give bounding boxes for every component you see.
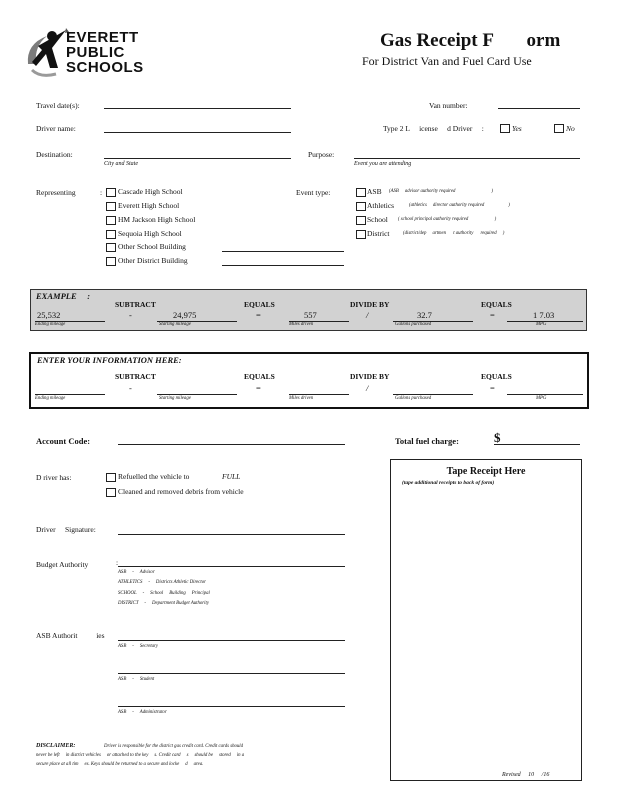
school-label-other-school: Other School Building [118,242,186,251]
example-equals2-label: EQUALS [481,300,512,309]
event-note-asb: (ASB advisor authority required ) [389,189,493,194]
logo-line-1: EVERETT [66,29,139,46]
event-type-label: Event type: [296,188,331,197]
example-starting-value: 24,975 [173,310,197,320]
enter-ending-label: Ending mileage [35,396,66,401]
school-checkbox-other-district[interactable] [106,257,116,266]
budget-authority-colon: : [116,558,119,567]
event-checkbox-district[interactable] [356,230,366,239]
event-note-athletics: (athletics director authority required ) [409,203,510,208]
school-checkbox-jackson[interactable] [106,216,116,225]
asb-note-administrator: ASB - Administrator [118,710,167,715]
account-code-field[interactable] [118,444,345,445]
example-minus: - [129,310,132,320]
budget-note-district: DISTRICT - Department Budget Authority [118,601,209,606]
cleaned-label: Cleaned and removed debris from vehicle [118,487,244,496]
tape-receipt-title: Tape Receipt Here [446,466,526,477]
asb-note-secretary: ASB - Secretary [118,644,159,649]
example-divide-label: DIVIDE BY [350,300,390,309]
disclaimer-line-2: never be left in district vehicles or attached to the key s. Credit card s should be stored in a [36,753,245,758]
travel-dates-field[interactable] [104,108,291,109]
enter-slash: / [366,383,369,393]
driver-name-field[interactable] [104,132,291,133]
example-ending-label: Ending mileage [35,322,66,327]
no-label: No [566,124,575,133]
example-gallons-value: 32.7 [417,310,432,320]
dollar-sign: $ [494,430,501,445]
enter-gallons-label: Gallons purchased [395,396,432,401]
other-school-field[interactable] [222,251,344,252]
budget-authority-label: Budget Authority [36,560,89,569]
no-checkbox[interactable] [554,124,564,133]
logo-line-3: SCHOOLS [66,59,144,76]
event-label-asb: ASB [367,187,382,196]
example-mpg-value: 1 7.03 [533,310,555,320]
enter-ending-field[interactable] [35,394,105,395]
enter-equals2-label: EQUALS [481,372,512,381]
asb-note-student: ASB - Student [118,677,155,682]
full-label: FULL [222,472,241,481]
travel-dates-label: Travel date(s): [36,101,80,110]
disclaimer-label: DISCLAIMER: [36,743,76,749]
event-attending-hint: Event you are attending [354,161,412,167]
example-ending-value: 25,532 [37,310,61,320]
driver-signature-label: Driver Signature: [36,525,96,534]
revised-date: Revised 10 /16 [502,772,550,778]
school-checkbox-cascade[interactable] [106,188,116,197]
event-label-athletics: Athletics [367,201,395,210]
yes-label: Yes [512,124,522,133]
enter-miles-label: Miles driven [289,396,314,401]
disclaimer-line-3: secure place at all tim es. Keys should be returned to a secure and locke d area. [36,762,204,767]
enter-subtract-label: SUBTRACT [115,372,156,381]
budget-note-asb: ASB - Advisor [118,570,155,575]
example-header: EXAMPLE : [36,291,91,301]
budget-authority-field[interactable] [118,566,345,567]
example-gallons-label: Gallons purchased [395,322,432,327]
school-checkbox-everett[interactable] [106,202,116,211]
refuelled-label: Refuelled the vehicle to [118,472,190,481]
destination-label: Destination: [36,150,73,159]
enter-starting-label: Starting mileage [159,396,191,401]
enter-divide-label: DIVIDE BY [350,372,390,381]
destination-field[interactable] [104,158,291,159]
asb-administrator-field[interactable] [118,706,345,707]
event-label-district: District [367,229,390,238]
event-checkbox-athletics[interactable] [356,202,366,211]
cleaned-checkbox[interactable] [106,488,116,497]
example-eq: = [256,310,261,320]
form-title: Gas Receipt F orm [380,30,561,51]
city-state-hint: City and State [104,161,138,167]
budget-note-athletics: ATHLETICS - Districts Athletic Director [118,580,207,585]
example-starting-label: Starting mileage [159,322,191,327]
school-checkbox-other-school[interactable] [106,243,116,252]
enter-eq2: = [490,383,495,393]
enter-starting-field[interactable] [157,394,237,395]
enter-minus: - [129,383,132,393]
school-label-sequoia: Sequoia High School [118,229,182,238]
purpose-label: Purpose: [308,150,335,159]
example-subtract-label: SUBTRACT [115,300,156,309]
total-fuel-field[interactable] [494,444,580,445]
representing-label: Representing [36,188,76,197]
enter-info-box [29,352,589,409]
example-mpg-label: MPG [536,322,547,327]
asb-student-field[interactable] [118,673,345,674]
example-box [30,289,587,331]
enter-miles-field[interactable] [289,394,349,395]
logo-figure-icon [22,24,72,82]
enter-equals-label: EQUALS [244,372,275,381]
tape-receipt-box [390,459,582,781]
school-checkbox-sequoia[interactable] [106,230,116,239]
example-eq2: = [490,310,495,320]
example-slash: / [366,310,369,320]
event-label-school: School [367,215,388,224]
yes-checkbox[interactable] [500,124,510,133]
school-label-other-district: Other District Building [118,256,188,265]
purpose-field[interactable] [354,158,580,159]
asb-secretary-field[interactable] [118,640,345,641]
logo [22,24,162,84]
enter-gallons-field[interactable] [393,394,473,395]
school-label-everett: Everett High School [118,201,180,210]
event-checkbox-school[interactable] [356,216,366,225]
event-note-school: ( school principal authority required ) [398,217,497,222]
driver-has-label: D river has: [36,473,72,482]
enter-mpg-label: MPG [536,396,547,401]
form-subtitle: For District Van and Fuel Card Use [362,54,532,68]
disclaimer-line-1: Driver is responsible for the district gas credit card. Credit cards should [104,744,244,749]
asb-authorities-label: ASB Authorit ies [36,631,105,640]
example-miles-value: 557 [304,310,317,320]
budget-note-school: SCHOOL - School Building Principal [118,591,210,596]
van-number-label: Van number: [429,101,468,110]
school-label-jackson: HM Jackson High School [118,215,196,224]
example-miles-label: Miles driven [289,322,314,327]
school-label-cascade: Cascade High School [118,187,183,196]
tape-receipt-subtitle: (tape additional receipts to back of form) [402,480,495,486]
example-equals-label: EQUALS [244,300,275,309]
refuelled-checkbox[interactable] [106,473,116,482]
representing-colon: : [100,188,103,197]
event-checkbox-asb[interactable] [356,188,366,197]
enter-mpg-field[interactable] [507,394,583,395]
driver-name-label: Driver name: [36,124,76,133]
total-fuel-label: Total fuel charge: [395,436,459,446]
enter-eq: = [256,383,261,393]
enter-info-header: ENTER YOUR INFORMATION HERE: [37,355,182,365]
type2-license-label: Type 2 L icense d Driver : [383,124,484,133]
van-number-field[interactable] [498,108,580,109]
other-district-field[interactable] [222,265,344,266]
account-code-label: Account Code: [36,436,91,446]
event-note-district: (district/dep artmen t authority required ) [403,231,505,236]
driver-signature-field[interactable] [118,534,345,535]
logo-line-2: PUBLIC [66,44,125,61]
